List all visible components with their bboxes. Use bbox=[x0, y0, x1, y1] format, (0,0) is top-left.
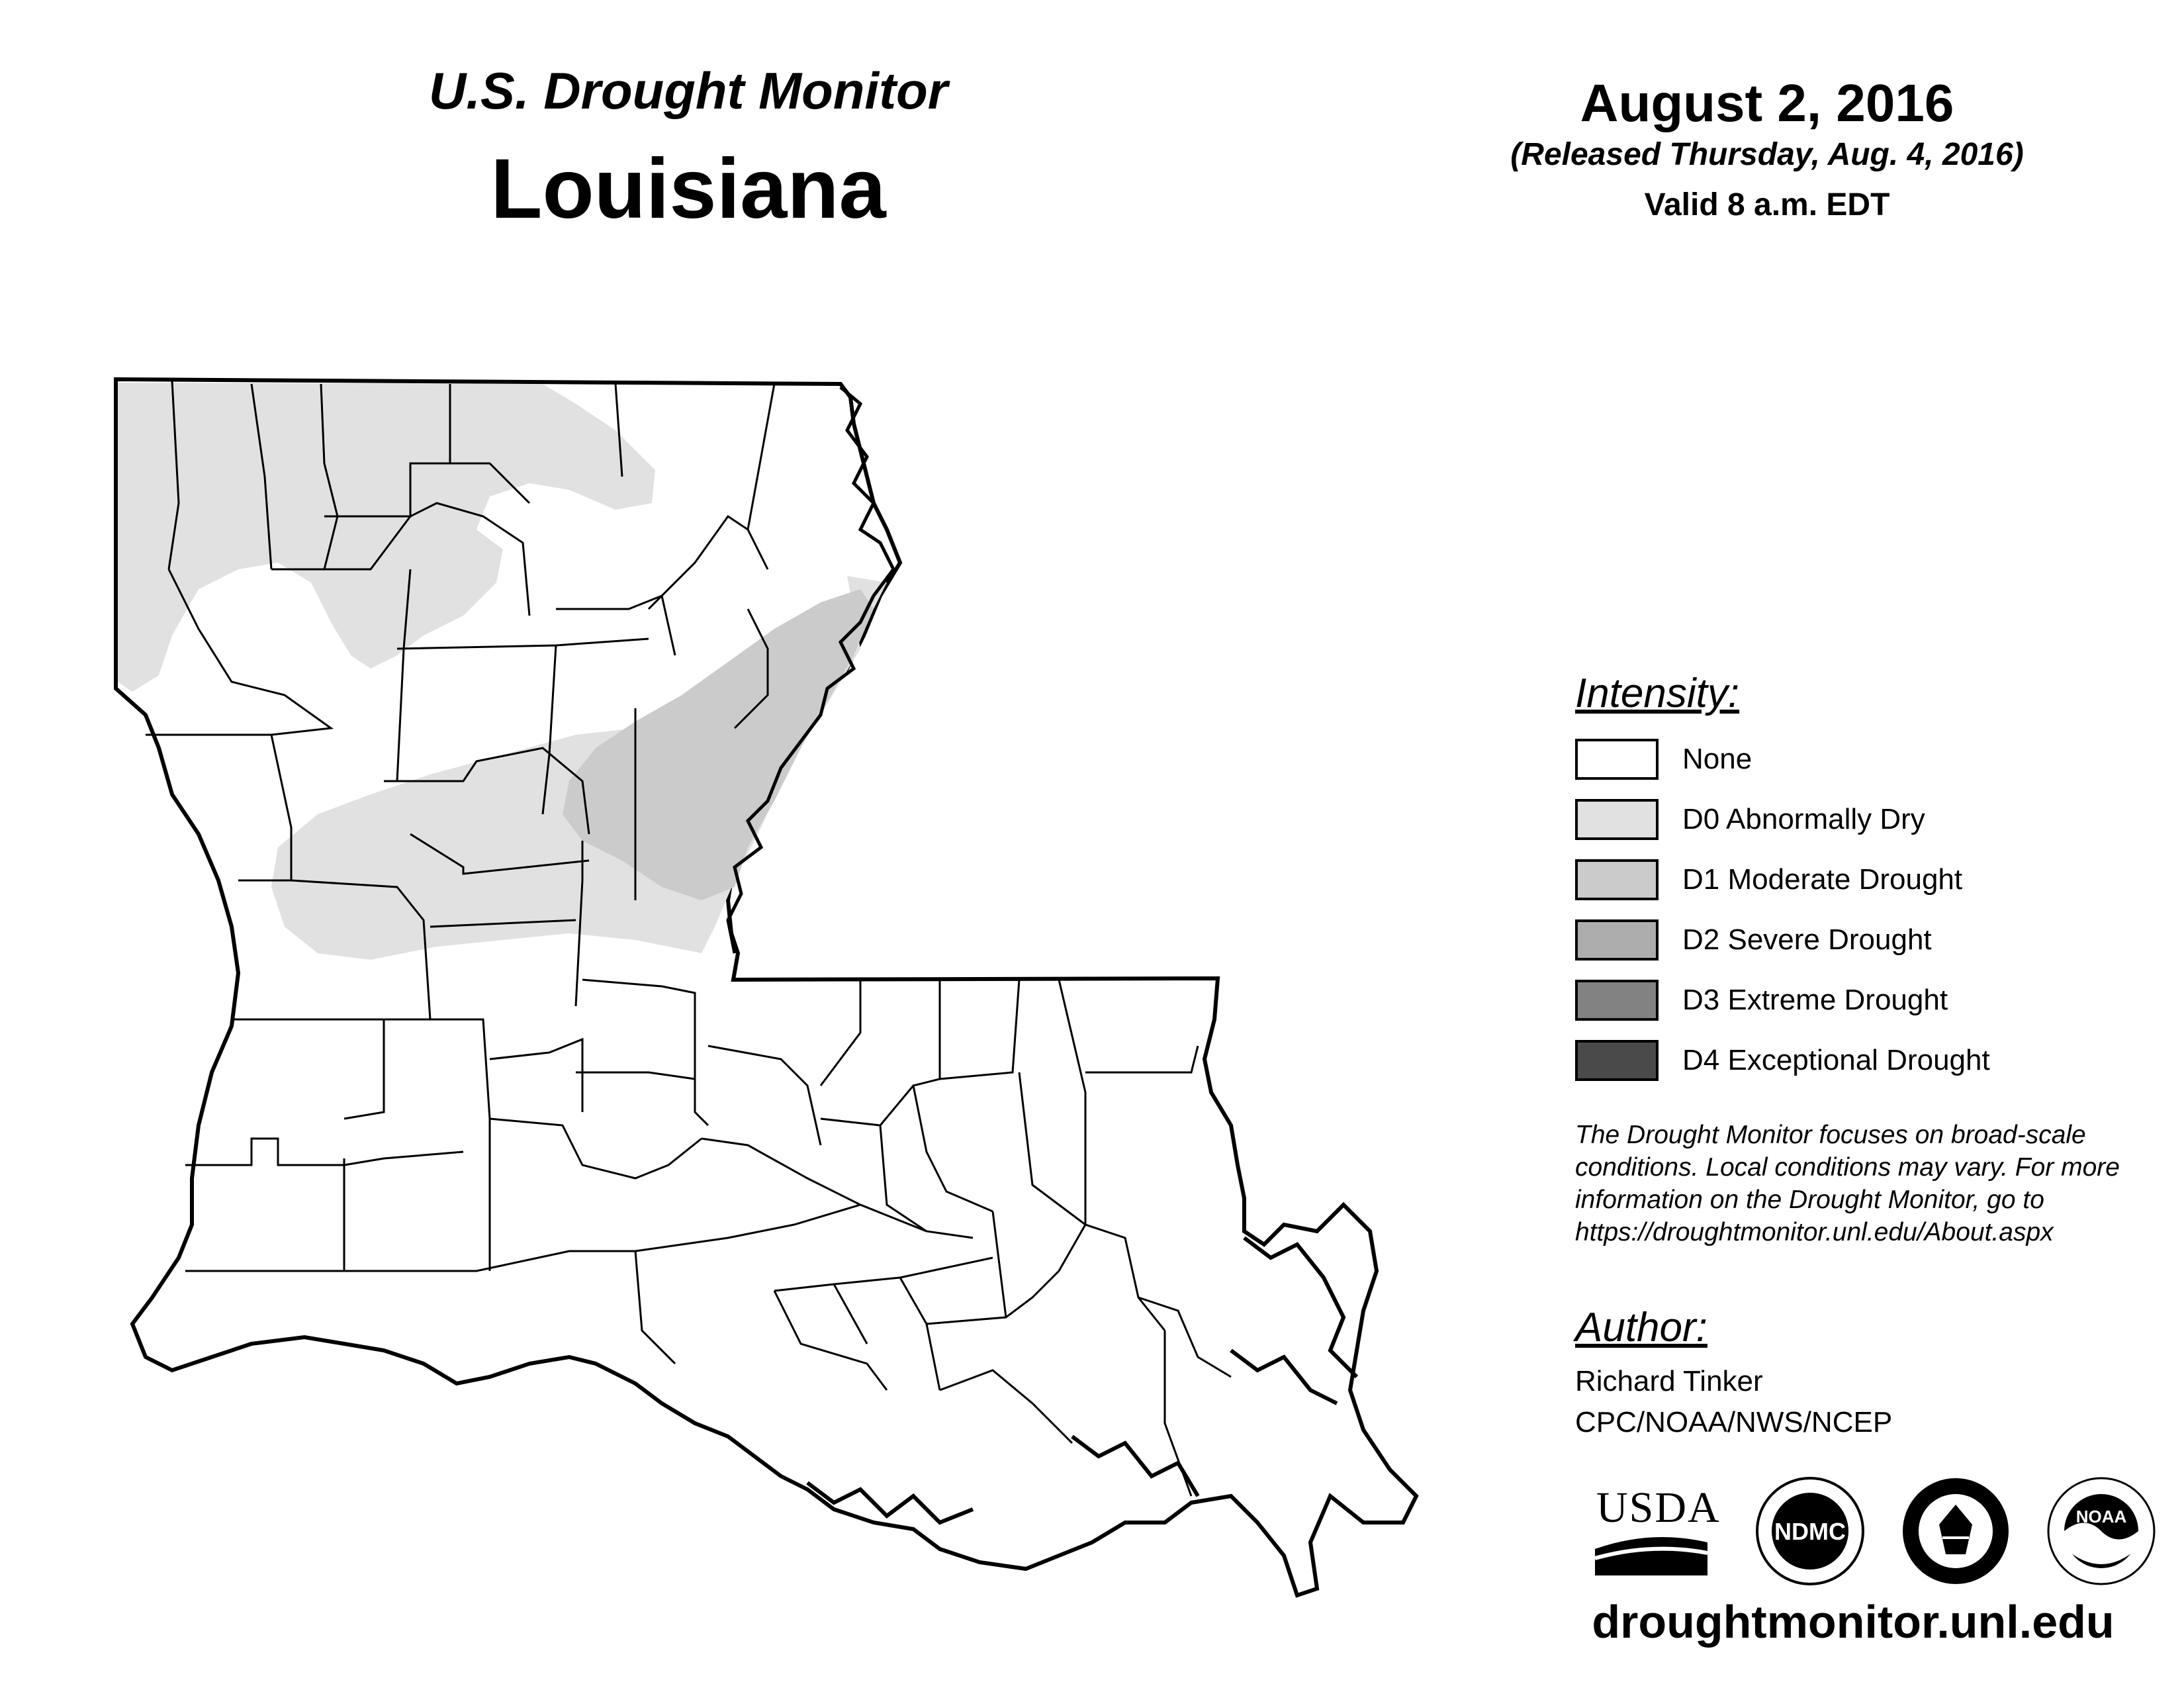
legend-item bbox=[1575, 918, 1932, 962]
legend-swatch bbox=[1575, 799, 1659, 840]
noaa-logo bbox=[2045, 1475, 2158, 1587]
state-title: Louisiana bbox=[490, 142, 886, 236]
legend-swatch bbox=[1575, 980, 1659, 1021]
ndmc-logo bbox=[1754, 1475, 1866, 1587]
legend-swatch bbox=[1575, 859, 1659, 900]
legend-label: D4 Exceptional Drought bbox=[1682, 1044, 1990, 1076]
map-title: U.S. Drought Monitor bbox=[428, 62, 948, 120]
legend-label: D0 Abnormally Dry bbox=[1682, 803, 1925, 835]
legend-label: D2 Severe Drought bbox=[1682, 923, 1932, 956]
website-link[interactable]: droughtmonitor.unl.edu bbox=[1592, 1596, 2115, 1648]
legend-swatch bbox=[1575, 739, 1659, 780]
usda-logo bbox=[1596, 1483, 1721, 1533]
noaa-logo-text: NOAA bbox=[2075, 1507, 2127, 1526]
valid-time: Valid 8 a.m. EDT bbox=[1644, 187, 1890, 222]
disclaimer-note: The Drought Monitor focuses on broad-scale conditions. Local conditions may vary. For more information on the Drought Monitor, go to https://droughtmonitor.unl.edu/About.aspx bbox=[1575, 1121, 2120, 1246]
map-date: August 2, 2016 bbox=[1580, 73, 1954, 132]
legend-title: Intensity: bbox=[1575, 671, 1740, 716]
legend-item bbox=[1575, 1039, 1990, 1082]
legend-item bbox=[1575, 798, 1925, 841]
usda-logo-text: USDA bbox=[1596, 1483, 1721, 1532]
legend-item bbox=[1575, 858, 1962, 902]
legend-label: D3 Extreme Drought bbox=[1682, 984, 1948, 1016]
legend-swatch bbox=[1575, 919, 1659, 961]
legend-item bbox=[1575, 737, 1752, 781]
ndmc-logo-text: NDMC bbox=[1774, 1518, 1846, 1545]
author-org: CPC/NOAA/NWS/NCEP bbox=[1575, 1406, 1893, 1438]
legend-label: D1 Moderate Drought bbox=[1682, 863, 1963, 896]
author-name: Richard Tinker bbox=[1575, 1365, 1763, 1397]
legend-item bbox=[1575, 978, 1948, 1022]
usda-swoosh-icon bbox=[1595, 1536, 1707, 1575]
department-of-commerce-seal-icon bbox=[1899, 1475, 2012, 1587]
legend-swatch bbox=[1575, 1040, 1659, 1081]
release-date: (Released Thursday, Aug. 4, 2016) bbox=[1510, 137, 2024, 172]
legend-label: None bbox=[1682, 743, 1752, 775]
author-title: Author: bbox=[1575, 1305, 1707, 1350]
